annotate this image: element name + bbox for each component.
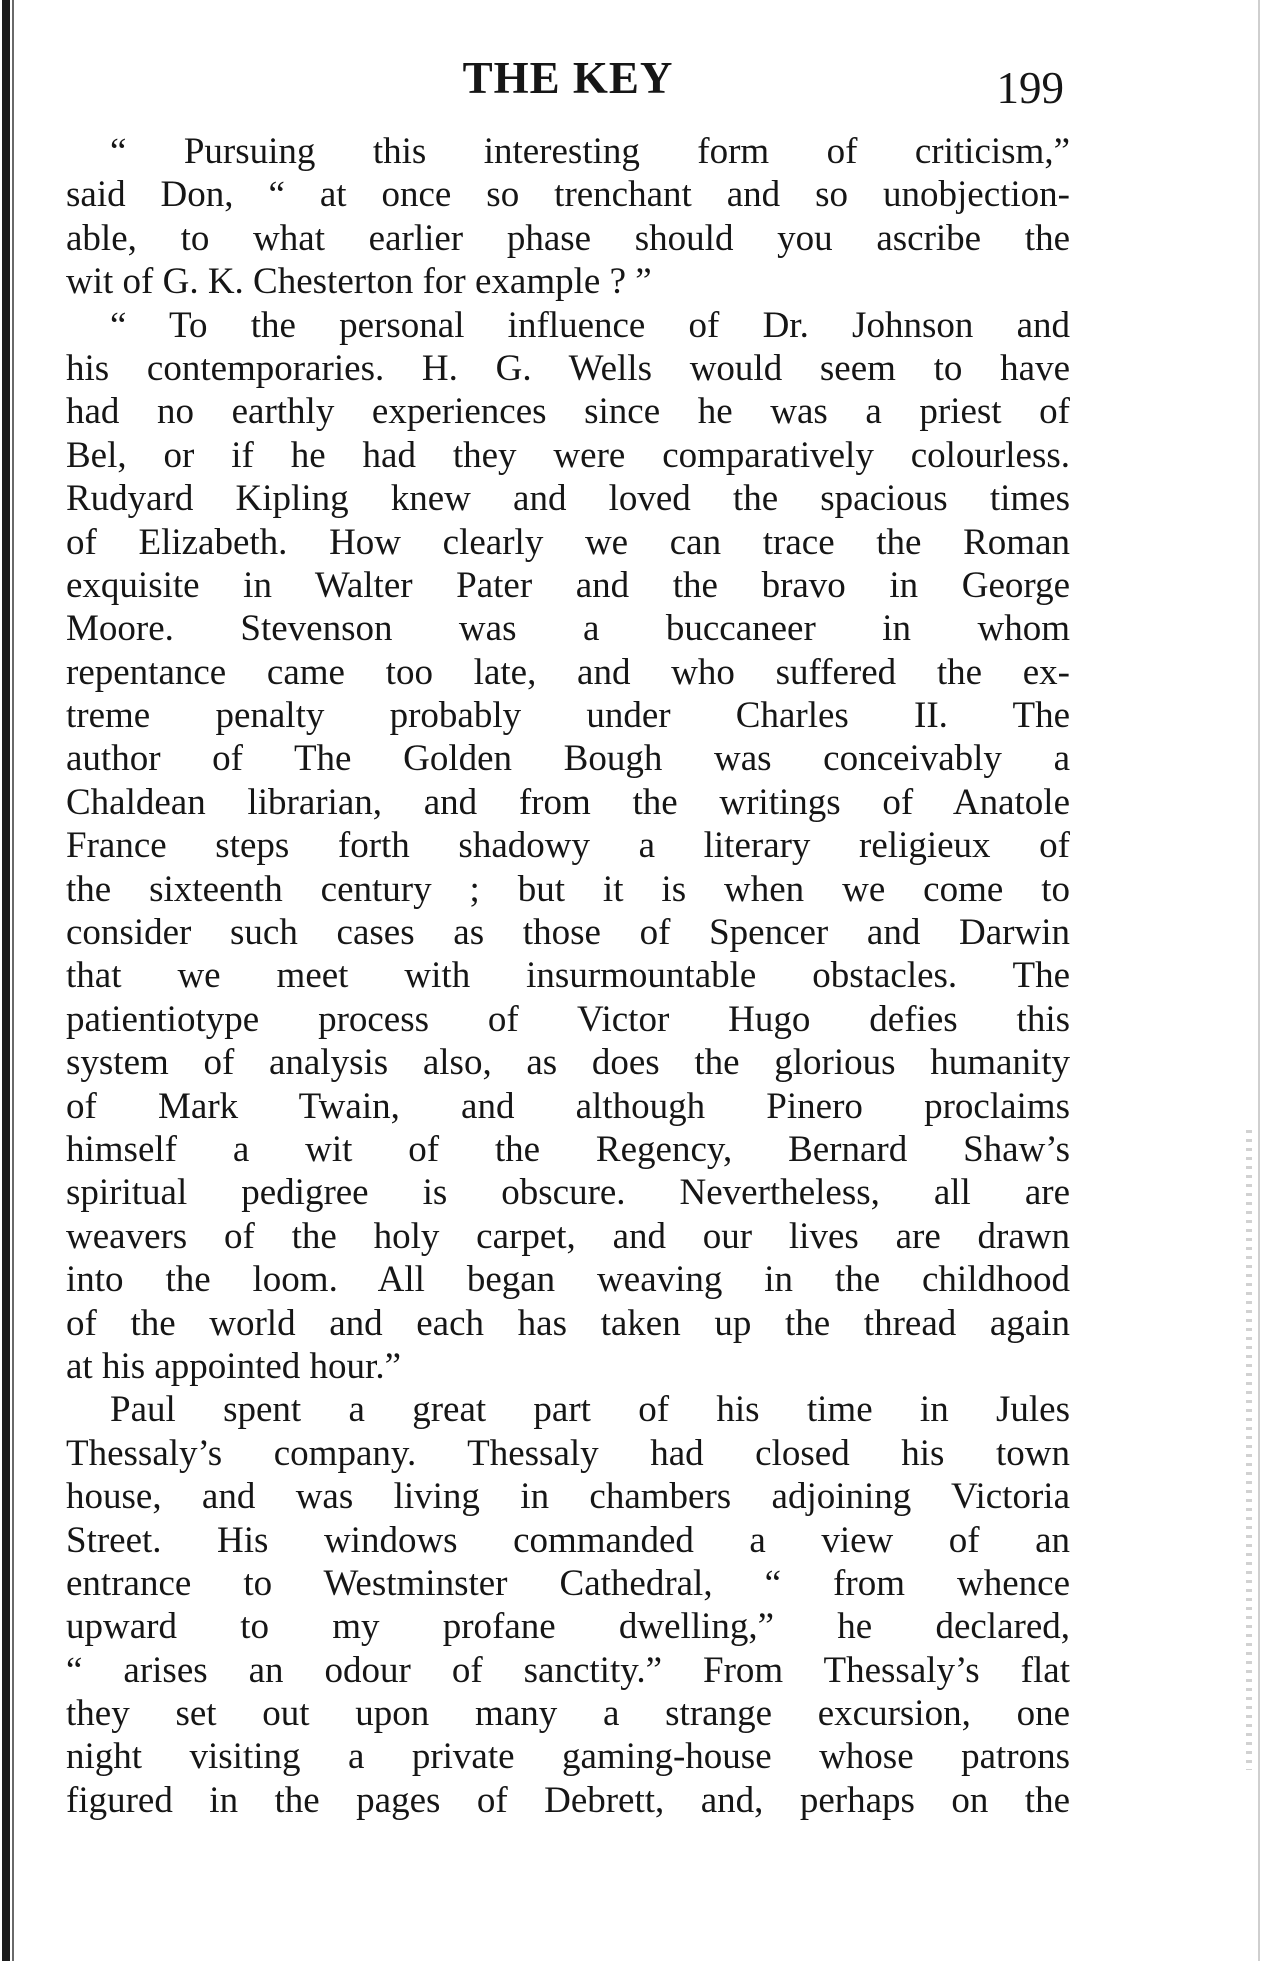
text-line: exquisite in Walter Pater and the bravo in George bbox=[66, 564, 1070, 606]
body-text bbox=[66, 130, 1070, 1822]
text-line: upward to my profane dwelling,” he declared, bbox=[66, 1606, 1070, 1648]
text-line: Moore. Stevenson was a buccaneer in whom bbox=[66, 608, 1070, 650]
text-line: weavers of the holy carpet, and our lives are drawn bbox=[66, 1215, 1070, 1257]
text-line: patientiotype process of Victor Hugo defies this bbox=[66, 998, 1070, 1040]
binding-edge-rule bbox=[2, 0, 10, 1961]
text-line: at his appointed hour.” bbox=[66, 1345, 401, 1387]
text-line: wit of G. K. Chesterton for example ? ” bbox=[66, 261, 652, 303]
text-line: had no earthly experiences since he was a priest of bbox=[66, 391, 1070, 433]
text-line: Thessaly’s company. Thessaly had closed his town bbox=[66, 1432, 1070, 1474]
binding-edge-shadow bbox=[12, 0, 14, 1961]
scan-speckle-margin bbox=[1246, 1130, 1252, 1770]
text-line: the sixteenth century ; but it is when we come to bbox=[66, 868, 1070, 910]
text-line: of Elizabeth. How clearly we can trace the Roman bbox=[66, 521, 1070, 563]
text-line: author of The Golden Bough was conceivably a bbox=[66, 738, 1070, 780]
text-line: figured in the pages of Debrett, and, perhaps on the bbox=[66, 1779, 1070, 1821]
text-line: that we meet with insurmountable obstacles. The bbox=[66, 955, 1070, 997]
text-line: “ Pursuing this interesting form of criticism,” bbox=[110, 131, 1070, 172]
text-line: “ To the personal influence of Dr. Johnson and bbox=[110, 304, 1070, 346]
text-line: they set out upon many a strange excursion, one bbox=[66, 1693, 1070, 1735]
page-number: 199 bbox=[996, 63, 1064, 113]
text-line: himself a wit of the Regency, Bernard Shaw’s bbox=[66, 1128, 1070, 1170]
text-line: system of analysis also, as does the glorious humanity bbox=[66, 1042, 1070, 1084]
text-line: Bel, or if he had they were comparatively colourless. bbox=[66, 434, 1070, 476]
text-line: said Don, “ at once so trenchant and so unobjection- bbox=[66, 174, 1070, 216]
text-line: Street. His windows commanded a view of an bbox=[66, 1519, 1070, 1561]
running-title: THE KEY bbox=[462, 53, 674, 103]
text-line: treme penalty probably under Charles II. The bbox=[66, 695, 1070, 737]
page-edge-right bbox=[1258, 0, 1260, 1961]
text-line: his contemporaries. H. G. Wells would seem to have bbox=[66, 347, 1070, 389]
text-line: of Mark Twain, and although Pinero proclaims bbox=[66, 1085, 1070, 1127]
text-line: entrance to Westminster Cathedral, “ from whence bbox=[66, 1562, 1070, 1604]
text-line: of the world and each has taken up the thread again bbox=[66, 1302, 1070, 1344]
text-line: consider such cases as those of Spencer and Darwin bbox=[66, 912, 1070, 954]
text-line: into the loom. All began weaving in the childhood bbox=[66, 1259, 1070, 1301]
text-line: house, and was living in chambers adjoining Victoria bbox=[66, 1476, 1070, 1518]
page-header bbox=[66, 48, 1070, 113]
text-line: spiritual pedigree is obscure. Nevertheless, all are bbox=[66, 1172, 1070, 1214]
text-line: Rudyard Kipling knew and loved the spacious times bbox=[66, 478, 1070, 520]
text-line: “ arises an odour of sanctity.” From Thessaly’s flat bbox=[66, 1649, 1070, 1691]
text-line: France steps forth shadowy a literary religieux of bbox=[66, 825, 1070, 867]
text-line: Paul spent a great part of his time in Jules bbox=[110, 1389, 1070, 1431]
text-line: repentance came too late, and who suffered the ex- bbox=[66, 651, 1070, 693]
text-line: Chaldean librarian, and from the writings of Anatole bbox=[66, 781, 1070, 823]
text-line: night visiting a private gaming-house whose patrons bbox=[66, 1736, 1070, 1778]
text-line: able, to what earlier phase should you ascribe the bbox=[66, 217, 1070, 259]
